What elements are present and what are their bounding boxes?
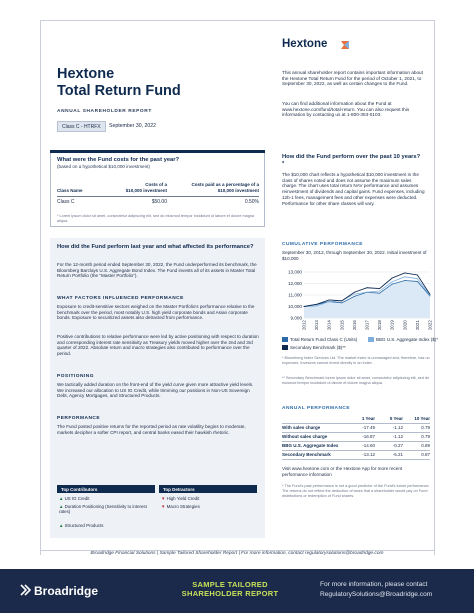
data-point	[379, 291, 380, 292]
footer-text: Broadridge Financial Solutions | Sample Tailored Shareholder Report | For more information, contact regulatorysolutions@broadridge.com	[90, 551, 384, 556]
y-tick-label: 13,000	[287, 269, 302, 275]
detractor-label-2: Macro Strategies	[166, 504, 200, 509]
data-point	[417, 278, 418, 279]
x-tick-label: 2020	[402, 320, 408, 330]
y-tick-label: 12,000	[287, 281, 302, 286]
data-point	[316, 305, 317, 306]
costs-rule	[57, 196, 259, 197]
up-arrow-icon: ▲	[59, 504, 64, 509]
x-tick-label: 2019	[389, 320, 395, 330]
legend-swatch-index	[368, 337, 374, 342]
ar-cell: 0.79	[421, 425, 430, 430]
fund-title-line2: Total Return Fund	[57, 83, 181, 99]
ar-row-label-2: Without sales charge	[282, 434, 328, 439]
contributor-item-2	[59, 504, 149, 514]
costs-col-cost-l1: Costs of a	[145, 182, 167, 187]
contributors-table	[57, 485, 257, 535]
legend-item-fund	[282, 337, 357, 342]
fund-title	[57, 66, 181, 100]
fund-title-line1: Hextone	[57, 66, 115, 82]
visit-text: Visit www.hextone.com or the Hextone App for more recent performance information	[282, 466, 403, 477]
data-point	[430, 294, 431, 295]
data-point	[316, 304, 317, 305]
annual-heading: ANNUAL PERFORMANCE	[282, 406, 351, 411]
performance-heading: PERFORMANCE	[57, 416, 101, 421]
performance-para-5: The Fund posted positive returns for the reported period as rate volatility begins to moderate, markets decipher a softer CPI report, and central banks eased their hawkish rhetoric.	[57, 424, 246, 435]
ar-rule	[282, 441, 430, 442]
report-label: ANNUAL SHAREHOLDER REPORT	[57, 109, 152, 114]
footnote-secondary: ** Secondary Benchmark lorem ipsum dolor sit amet, consectetur adipiscing elit, sed do eiusmod tempor incididunt ut labore et dolore magna aliqua.	[282, 376, 430, 385]
data-point	[392, 278, 393, 279]
ar-cell: -13.12	[362, 452, 375, 457]
x-tick-label: 2015	[339, 320, 345, 330]
y-tick-label: 9,000	[290, 315, 302, 321]
detractors-heading: Top Detractors	[159, 485, 257, 493]
band-contact-email[interactable]: RegulatorySolutions@Broadridge.com	[320, 590, 433, 598]
ar-cell: -17.49	[362, 425, 375, 430]
band-title: SAMPLE TAILORED SHAREHOLDER REPORT	[181, 580, 279, 598]
frame-top	[40, 20, 435, 21]
ar-row-label-1: With sales charge	[282, 425, 321, 430]
costs-col-class: Class Name	[57, 188, 83, 193]
contributors-heading: Top Contributors	[57, 485, 155, 493]
ar-rule-top	[282, 423, 430, 424]
data-point	[392, 281, 393, 282]
factors-heading: WHAT FACTORS INFLUENCED PERFORMANCE	[57, 296, 184, 301]
legend-swatch-fund	[282, 337, 288, 342]
data-point	[379, 293, 380, 294]
costs-row-class: Class C	[57, 199, 75, 205]
up-arrow-icon: ▲	[59, 496, 64, 501]
data-point	[354, 294, 355, 295]
performance-para-2: Exposure to credit-sensitive sectors weighed on the Master Portfolio's performance relative to the benchmark over the period, most notably U.S. high yield corporate bonds and Asian corporate bonds. Exposure to securitized assets also detracted from performance.	[57, 304, 255, 321]
contributor-item-1	[59, 496, 89, 501]
data-point	[329, 301, 330, 302]
intro-para-2: You can find additional information about the Fund at www.hextone.com/fund/total-return. You can also request this information by contacting us at 1-800-353-0103.	[282, 101, 410, 118]
data-point	[304, 306, 305, 307]
ar-cell: 0.89	[421, 443, 430, 448]
x-tick-label: 2016	[351, 320, 357, 330]
broadridge-logo: Broadridge	[34, 584, 99, 598]
costs-panel-bar	[50, 150, 265, 153]
up-arrow-icon: ▲	[59, 523, 64, 528]
ar-rule-bottom	[282, 459, 430, 460]
x-tick-label: 2022	[427, 320, 433, 330]
intro-para-1: This annual shareholder report contains important information about the Hextone Total Return Fund for the period of October 1, 2021, to September 30, 2022, as well as certain changes to the Fund.	[282, 70, 423, 87]
detractor-item-2	[161, 504, 200, 509]
ar-row-label-3: BBG U.S. Aggregate Index	[282, 443, 339, 448]
ar-cell: -0.27	[392, 443, 403, 448]
ar-rule	[282, 432, 430, 433]
ar-cell: -14.60	[362, 443, 375, 448]
costs-row-cost: $50.00	[151, 199, 167, 205]
footnote-past-performance: * The Fund's past performance is not a good predictor of the Fund's future performance. The returns do not reflect the deduction of taxes that a shareholder would pay on Fund distributions or redemption of Fund shares.	[282, 484, 430, 498]
band-contact-line1: For more information, please contact	[320, 581, 428, 588]
legend-item-secondary	[282, 345, 346, 350]
costs-col-pct-l1: Costs paid as a percentage of a	[191, 182, 259, 187]
data-point	[379, 288, 380, 289]
cumulative-performance-chart	[282, 268, 434, 336]
frame-right	[434, 20, 435, 555]
cumulative-heading: CUMULATIVE PERFORMANCE	[282, 242, 363, 247]
performance-para-1: For the 12-month period ended September 30, 2022, the Fund underperformed its benchmark, the Bloomberg Barclays U.S. Aggregate Bond Index. The Fund invests all of its assets in Master Total Return Portfolio (the "Master Portfolio").	[57, 262, 257, 279]
ten-year-question: How did the Fund perform over the past 10 years?*	[282, 154, 421, 167]
data-point	[404, 276, 405, 277]
ar-cell: -16.87	[362, 434, 375, 439]
series-area-fund	[304, 281, 430, 318]
data-point	[354, 296, 355, 297]
data-point	[341, 302, 342, 303]
x-tick-label: 2013	[314, 320, 320, 330]
ar-cell: 0.87	[421, 452, 430, 457]
data-point	[417, 281, 418, 282]
costs-col-pct-l2: $10,000 investment	[217, 187, 259, 193]
ar-cell: -1.12	[392, 434, 403, 439]
performance-question: How did the Fund perform last year and what affected its performance?	[57, 244, 254, 250]
contributor-item-3	[59, 523, 103, 528]
hextone-logo: Hextone	[282, 38, 328, 50]
contributor-label-3: Structured Products	[64, 523, 104, 528]
cumulative-subtitle: September 30, 2012, through September 30, 2022. Initial investment of $10,000	[282, 250, 427, 261]
costs-note: * Lorem ipsum dolor sit amet, consectetur adipiscing elit, sed do eiusmod tempor incididunt ut labore et dolore magna aliqua.	[57, 214, 255, 223]
legend-swatch-secondary	[282, 345, 288, 350]
ten-year-para: The $10,000 chart reflects a hypothetical $10,000 investment in the class of shares noted and does not assume the maximum sales charge. The chart uses total return NAV performance and assumes reinvestment of dividends and capital gains. Fund expenses, including 12b-1 fees, management fees and other expenses were deducted. Performance for other share classes will vary.	[282, 172, 425, 206]
positioning-heading: POSITIONING	[57, 374, 94, 379]
detractor-label-1: High Yield Credit	[166, 496, 200, 501]
x-tick-label: 2012	[301, 320, 307, 330]
data-point	[430, 295, 431, 296]
performance-para-4: We tactically added duration on the front-end of the yield curve given more attractive yield levels. We increased our allocation to US IG Credit, while trimming our positions in Non-US Sovereign Debt, Agency Mortgages, and Structured Products.	[57, 382, 254, 399]
costs-subtitle: (based on a hypothetical $10,000 investment)	[57, 164, 150, 169]
contributor-label-1: US IG Credit	[64, 496, 90, 501]
data-point	[404, 280, 405, 281]
legend-label-secondary: Secondary Benchmark ($)**	[290, 345, 346, 350]
x-tick-label: 2017	[364, 320, 370, 330]
costs-title: What were the Fund costs for the past year?	[57, 157, 180, 163]
data-point	[367, 287, 368, 288]
hextone-logo-icon	[340, 40, 350, 50]
report-date: September 30, 2022	[109, 123, 157, 129]
ar-cell: -1.12	[392, 425, 403, 430]
y-tick-label: 11,000	[288, 292, 302, 298]
costs-row-pct: 0.50%	[244, 199, 259, 205]
data-point	[430, 296, 431, 297]
y-tick-label: 10,000	[287, 304, 302, 309]
broadridge-logo-icon	[20, 584, 31, 596]
costs-col-cost	[111, 182, 167, 193]
ar-col-3: 10 Year	[414, 416, 430, 421]
ar-rule	[282, 450, 430, 451]
data-point	[367, 292, 368, 293]
ar-col-1: 1 Year	[361, 416, 375, 421]
x-tick-label: 2014	[326, 320, 332, 330]
data-point	[329, 299, 330, 300]
legend-item-index	[368, 337, 438, 342]
performance-para-3: Positive contributions to relative performance were led by active positioning with respect to duration and corresponding interest rate sensitivity as Treasury yields moved higher over the 2nd and 3rd quarter of 2022. Absolute return and macro strategies also contributed to performance over the period.	[57, 334, 259, 356]
costs-col-pct	[179, 182, 259, 193]
legend-label-index: BBG U.S. Aggregate Index ($)*	[376, 337, 439, 342]
legend-label-fund: Total Return Fund Class C (Units)	[290, 337, 358, 342]
data-point	[417, 275, 418, 276]
x-tick-label: 2021	[414, 320, 420, 330]
down-arrow-icon: ▼	[161, 496, 166, 501]
ar-cell: 0.79	[421, 434, 430, 439]
data-point	[354, 292, 355, 293]
class-badge: Class C - HTRFX	[57, 121, 106, 132]
costs-col-cost-l2: $10,000 investment	[125, 187, 167, 193]
ar-col-2: 5 Year	[389, 416, 403, 421]
down-arrow-icon: ▼	[161, 504, 166, 509]
ar-row-label-4: Secondary Benchmark	[282, 452, 331, 457]
detractor-item-1	[161, 496, 199, 501]
ar-cell: -5.21	[392, 452, 403, 457]
data-point	[404, 272, 405, 273]
data-point	[341, 300, 342, 301]
data-point	[392, 284, 393, 285]
frame-left	[40, 20, 41, 555]
x-tick-label: 2018	[377, 320, 383, 330]
band-contact	[320, 580, 460, 599]
footnote-index: * Bloomberg Index Services Ltd. The market index is unmanaged and, therefore, has no expenses. Investors cannot invest directly in an index.	[282, 356, 430, 365]
contributor-label-2: Duration Positioning (Sensitivity to interest rates)	[59, 504, 147, 514]
